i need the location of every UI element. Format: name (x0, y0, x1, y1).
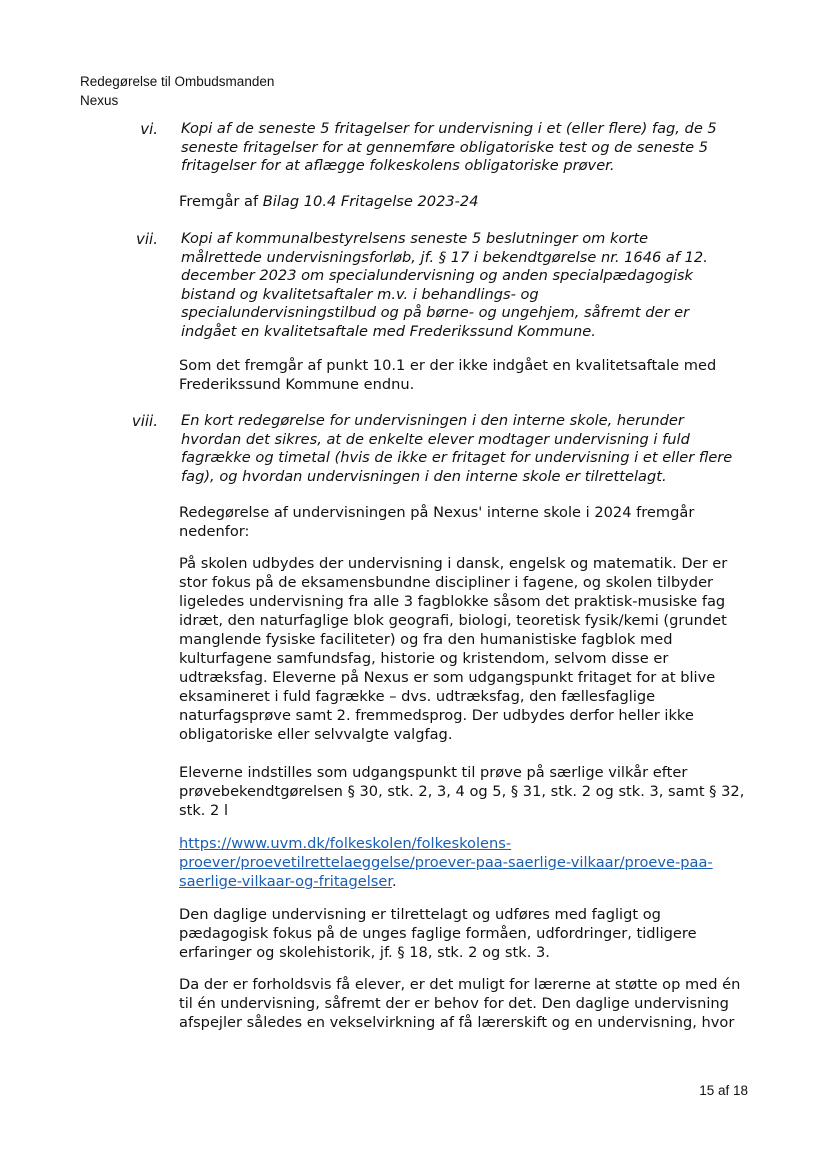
item-numeral-vii: vii. (136, 230, 158, 248)
item-vi-text (181, 120, 753, 176)
item-vii-line: indgået en kvalitetsaftale med Frederikssund Kommune. (181, 322, 596, 340)
paragraph-line: erfaringer og skolehistorik, jf. § 18, stk. 2 og stk. 3. (179, 944, 550, 961)
paragraph-line: afspejler således en vekselvirkning af få lærerskift og en undervisning, hvor (179, 1014, 735, 1031)
document-header (80, 72, 274, 110)
item-vi-line: Kopi af de seneste 5 fritagelser for undervisning i et (eller flere) fag, de 5 (181, 120, 717, 137)
paragraph-line: kulturfagene samfundsfag, historie og kristendom, selvom disse er (179, 650, 669, 667)
paragraph-line: til én undervisning, såfremt der er behov for det. Den daglige undervisning (179, 995, 729, 1012)
paragraph-line: Eleverne indstilles som udgangspunkt til prøve på særlige vilkår efter (179, 764, 688, 781)
paragraph-line: manglende fysiske faciliteter) og fra den humanistiske fagblok med (179, 631, 673, 648)
paragraph-line: På skolen udbydes der undervisning i dansk, engelsk og matematik. Der er (179, 555, 728, 572)
item-viii-text (181, 412, 753, 486)
item-vi-response-attachment: Bilag 10.4 Fritagelse 2023-24 (262, 193, 479, 210)
item-vii-line: specialundervisningstilbud og på børne- og ungehjem, såfremt der er (181, 304, 690, 322)
item-vii-response-line: Frederikssund Kommune endnu. (179, 376, 415, 393)
item-vii-line: målrettede undervisningsforløb, jf. § 17 i bekendtgørelse nr. 1646 af 12. (181, 248, 708, 266)
paragraph-line: eksamineret i fuld fagrække – dvs. udtræksfag, den fællesfaglige (179, 688, 656, 705)
uvm-link-line-3[interactable]: saerlige-vilkaar-og-fritagelser (179, 873, 393, 890)
item-vii-line: december 2023 om specialundervisning og anden specialpædagogisk (181, 267, 693, 285)
uvm-link-paragraph (179, 834, 759, 891)
paragraph-line: udtræksfag. Eleverne på Nexus er som udgangspunkt fritaget for at blive (179, 669, 716, 686)
item-vi-line: seneste fritagelser for at gennemføre obligatoriske test og de seneste 5 (181, 138, 709, 156)
intro-paragraph (179, 503, 759, 541)
uvm-link-line-1[interactable]: https://www.uvm.dk/folkeskolen/folkeskolens- (179, 835, 512, 852)
item-numeral-viii: viii. (131, 412, 158, 430)
paragraph-line: stk. 2 l (179, 802, 229, 819)
item-viii-line: fagrække og timetal (hvis de ikke er fritaget for undervisning i et eller flere (181, 449, 733, 467)
item-viii-line: hvordan det sikres, at de enkelte elever modtager undervisning i fuld (181, 430, 690, 448)
paragraph-exam-conditions (179, 763, 759, 820)
intro-line: Redegørelse af undervisningen på Nexus' interne skole i 2024 fremgår (179, 504, 695, 521)
item-viii-line: fag), og hvordan undervisningen i den interne skole er tilrettelagt. (181, 467, 667, 485)
header-subtitle: Nexus (80, 93, 119, 108)
page-number: 15 af 18 (699, 1083, 748, 1098)
link-suffix: . (392, 873, 397, 890)
item-vi-response-prefix: Fremgår af (179, 193, 263, 210)
uvm-link-line-2[interactable]: proever/proevetilrettelaeggelse/proever-paa-saerlige-vilkaar/proeve-paa- (179, 854, 713, 871)
header-title: Redegørelse til Ombudsmanden (80, 74, 275, 89)
paragraph-line: pædagogisk fokus på de unges faglige formåen, udfordringer, tidligere (179, 925, 697, 942)
item-vii-response (179, 356, 759, 394)
item-viii-line: En kort redegørelse for undervisningen i den interne skole, herunder (181, 412, 684, 429)
paragraph-line: prøvebekendtgørelsen § 30, stk. 2, 3, 4 og 5, § 31, stk. 2 og stk. 3, samt § 32, (179, 783, 745, 800)
item-vii-text (181, 230, 753, 342)
paragraph-line: Den daglige undervisning er tilrettelagt og udføres med fagligt og (179, 906, 661, 923)
paragraph-teacher-support (179, 975, 759, 1032)
paragraph-line: naturfagsprøve samt 2. fremmedsprog. Der udbydes derfor heller ikke (179, 707, 694, 724)
paragraph-line: stor fokus på de eksamensbundne discipliner i fagene, og skolen tilbyder (179, 574, 714, 591)
item-vi-line: fritagelser for at aflægge folkeskolens obligatoriske prøver. (181, 157, 615, 175)
paragraph-line: ligeledes undervisning fra alle 3 fagblokke såsom det praktisk-musiske fag (179, 593, 726, 610)
paragraph-line: Da der er forholdsvis få elever, er det muligt for lærerne at støtte op med én (179, 976, 741, 993)
paragraph-subjects (179, 554, 759, 744)
item-vii-response-line: Som det fremgår af punkt 10.1 er der ikke indgået en kvalitetsaftale med (179, 357, 717, 374)
paragraph-line: idræt, den naturfaglige blok geografi, biologi, teoretisk fysik/kemi (grundet (179, 612, 727, 629)
item-vii-line: Kopi af kommunalbestyrelsens seneste 5 beslutninger om korte (181, 230, 649, 247)
item-numeral-vi: vi. (140, 120, 158, 138)
paragraph-line: obligatoriske eller selvvalgte valgfag. (179, 726, 453, 743)
paragraph-daily-teaching (179, 905, 759, 962)
item-vii-line: bistand og kvalitetsaftaler m.v. i behandlings- og (181, 285, 539, 303)
item-vi-response (179, 192, 759, 211)
intro-line: nedenfor: (179, 523, 250, 540)
